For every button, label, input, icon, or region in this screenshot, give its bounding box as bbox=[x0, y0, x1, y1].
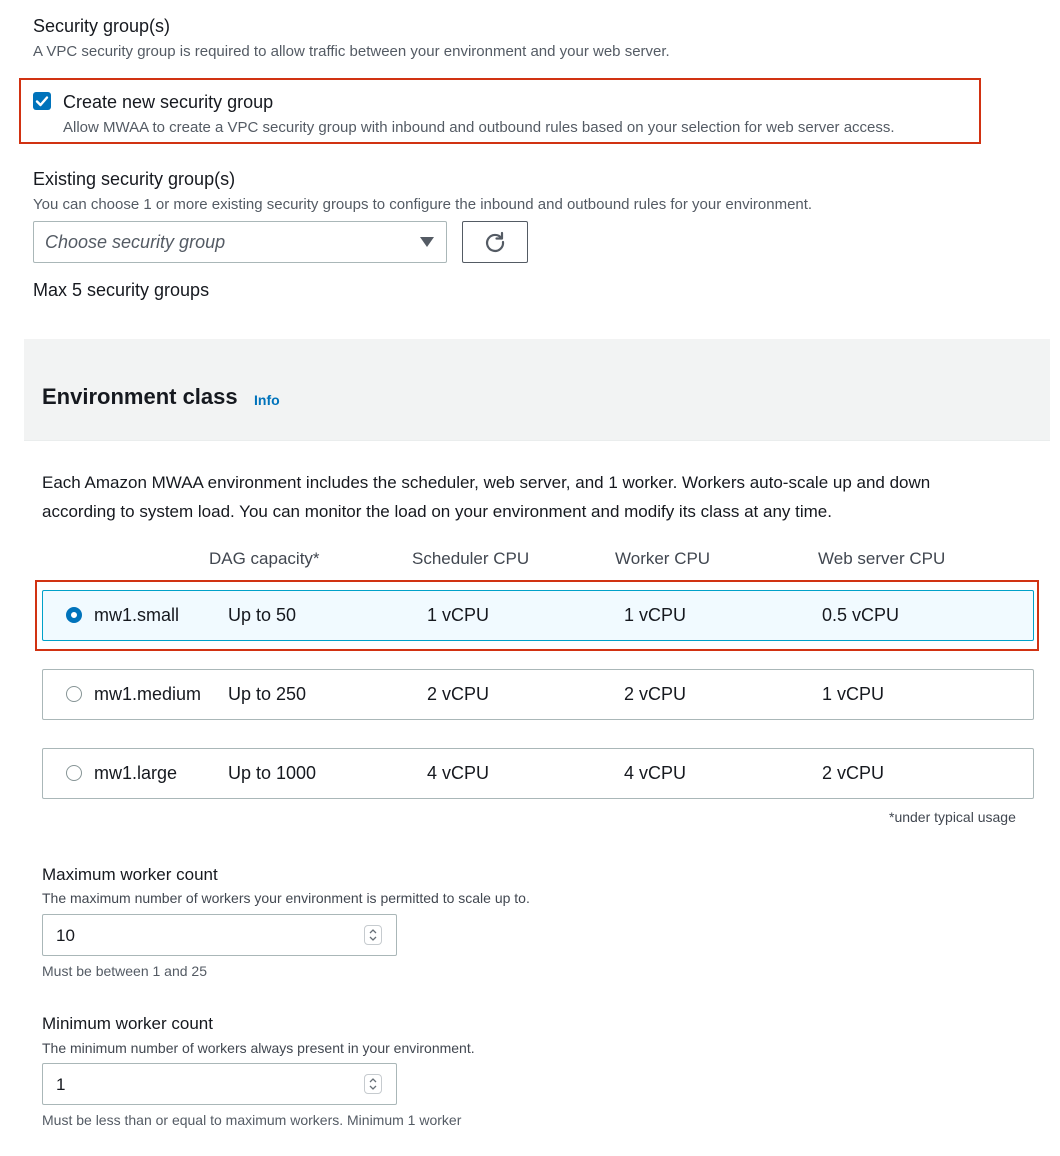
spinner-icon[interactable] bbox=[364, 925, 382, 945]
check-icon bbox=[35, 94, 49, 108]
refresh-security-groups-button[interactable] bbox=[462, 221, 528, 263]
option-scheduler-cpu: 1 vCPU bbox=[427, 605, 490, 625]
security-group-select[interactable] bbox=[33, 221, 447, 263]
column-header-worker-cpu: Worker CPU bbox=[615, 549, 711, 568]
refresh-icon bbox=[483, 230, 507, 254]
option-web-server-cpu: 0.5 vCPU bbox=[822, 605, 900, 625]
environment-class-intro-line-2: according to system load. You can monitor the load on your environment and modify its class at any time. bbox=[42, 502, 832, 521]
min-worker-count-description: The minimum number of workers always present in your environment. bbox=[42, 1040, 475, 1056]
min-worker-count-value: 1 bbox=[56, 1075, 66, 1094]
option-dag-capacity: Up to 250 bbox=[228, 684, 307, 704]
option-worker-cpu: 1 vCPU bbox=[624, 605, 687, 625]
environment-class-title: Environment class bbox=[42, 384, 238, 409]
column-header-scheduler-cpu: Scheduler CPU bbox=[412, 549, 530, 568]
option-dag-capacity: Up to 50 bbox=[228, 605, 297, 625]
highlight-box-mw1-small bbox=[35, 580, 1039, 651]
column-header-web-server-cpu: Web server CPU bbox=[818, 549, 946, 568]
create-security-group-description: Allow MWAA to create a VPC security group with inbound and outbound rules based on your selection for web server access. bbox=[63, 119, 895, 136]
max-worker-count-value: 10 bbox=[56, 926, 75, 945]
option-web-server-cpu: 1 vCPU bbox=[822, 684, 885, 704]
environment-class-option-large[interactable] bbox=[42, 748, 1034, 799]
create-security-group-label[interactable]: Create new security group bbox=[63, 92, 274, 112]
option-name: mw1.small bbox=[94, 605, 180, 625]
max-worker-count-description: The maximum number of workers your environment is permitted to scale up to. bbox=[42, 890, 530, 906]
option-scheduler-cpu: 2 vCPU bbox=[427, 684, 490, 704]
caret-down-icon bbox=[420, 237, 434, 247]
security-groups-title: Security group(s) bbox=[33, 16, 171, 36]
environment-class-header bbox=[24, 339, 1050, 441]
security-groups-description: A VPC security group is required to allow traffic between your environment and your web server. bbox=[33, 43, 670, 60]
column-header-dag-capacity: DAG capacity* bbox=[209, 549, 320, 568]
spinner-icon[interactable] bbox=[364, 1074, 382, 1094]
create-security-group-checkbox[interactable] bbox=[33, 92, 51, 110]
max-security-groups-note: Max 5 security groups bbox=[33, 280, 210, 300]
option-scheduler-cpu: 4 vCPU bbox=[427, 763, 490, 783]
security-group-select-placeholder: Choose security group bbox=[45, 232, 226, 252]
typical-usage-footnote: *under typical usage bbox=[889, 809, 1016, 825]
max-worker-count-input[interactable] bbox=[42, 914, 397, 956]
existing-security-groups-title: Existing security group(s) bbox=[33, 169, 236, 189]
option-worker-cpu: 2 vCPU bbox=[624, 684, 687, 704]
min-worker-count-constraint: Must be less than or equal to maximum workers. Minimum 1 worker bbox=[42, 1112, 462, 1128]
environment-class-info-link[interactable]: Info bbox=[254, 392, 280, 408]
option-worker-cpu: 4 vCPU bbox=[624, 763, 687, 783]
min-worker-count-label: Minimum worker count bbox=[42, 1014, 213, 1033]
environment-class-intro-line-1: Each Amazon MWAA environment includes the scheduler, web server, and 1 worker. Workers auto-scale up and down bbox=[42, 473, 931, 492]
min-worker-count-input[interactable] bbox=[42, 1063, 397, 1105]
max-worker-count-label: Maximum worker count bbox=[42, 865, 218, 884]
option-web-server-cpu: 2 vCPU bbox=[822, 763, 885, 783]
environment-class-option-medium[interactable] bbox=[42, 669, 1034, 720]
option-name: mw1.medium bbox=[94, 684, 202, 704]
radio-button[interactable] bbox=[66, 765, 82, 781]
max-worker-count-constraint: Must be between 1 and 25 bbox=[42, 963, 208, 979]
option-name: mw1.large bbox=[94, 763, 178, 783]
radio-button[interactable] bbox=[66, 686, 82, 702]
option-dag-capacity: Up to 1000 bbox=[228, 763, 317, 783]
existing-security-groups-description: You can choose 1 or more existing security groups to configure the inbound and outbound rules for your environment. bbox=[33, 196, 813, 213]
